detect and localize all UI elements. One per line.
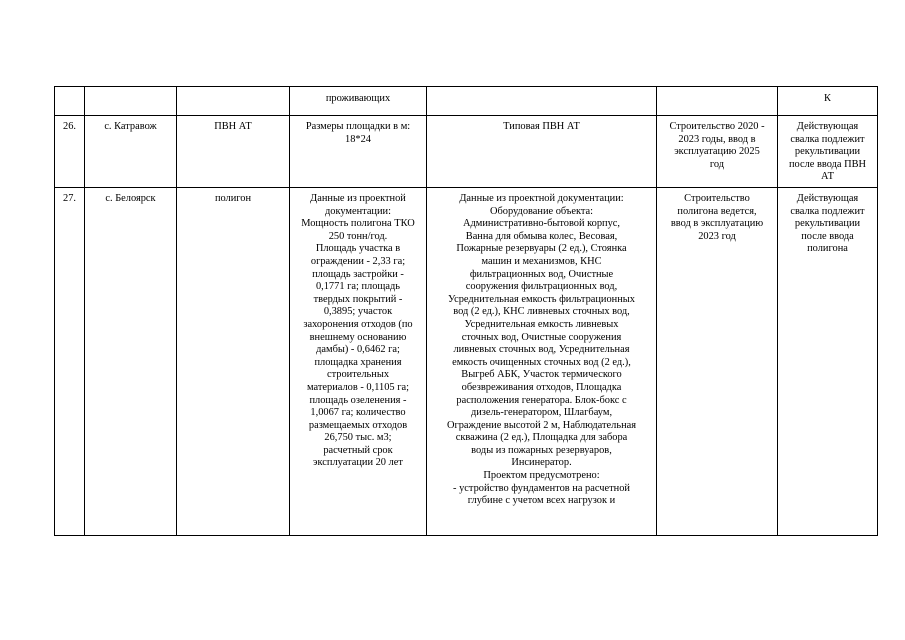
cell-text-line: Строительство 2020 - (669, 121, 765, 132)
cell-text: полигон (214, 193, 252, 204)
cell-equipment (427, 87, 657, 116)
table-body (55, 87, 878, 536)
cell-number (55, 87, 85, 116)
cell-text-line: ограждении - 2,33 га; (310, 255, 406, 267)
cell-note (778, 188, 878, 536)
cell-note (778, 87, 878, 116)
cell-text-line: площадь застройки - (312, 268, 404, 280)
cell-text-line: Инсинератор. (511, 457, 572, 469)
cell-text-line: 26,750 тыс. м3; (324, 432, 392, 444)
cell-text-line: Пожарные резервуары (2 ед.), Стоянка (456, 243, 627, 255)
cell-text: 27. (63, 193, 76, 204)
cell-text-line: 0,1771 га; площадь (315, 281, 401, 293)
cell-text-line: Мощность полигона ТКО (301, 218, 415, 230)
cell-text-line: после ввода (801, 230, 854, 242)
cell-parameters (290, 116, 427, 188)
cell-text-line: полигона ведется, (677, 205, 757, 217)
cell-text-line: емкость очищенных сточных вод (2 ед.), (452, 356, 631, 368)
cell-text: с. Катравож (104, 121, 157, 132)
table-row (55, 87, 878, 116)
cell-text-line: проживающих (325, 93, 391, 104)
cell-text-line: год (709, 158, 725, 170)
cell-text-line: фильтрационных вод, Очистные (469, 268, 614, 280)
cell-text-line: полигона (807, 243, 848, 255)
cell-parameters (290, 87, 427, 116)
cell-text-line: строительных (326, 369, 390, 381)
cell-text-line: обезвреживания отходов, Площадка (461, 381, 622, 393)
cell-text-line: Площадь участка в (315, 243, 401, 255)
cell-text-line: 2023 годы, ввод в (678, 133, 756, 145)
cell-text-line: расчетный срок (323, 444, 393, 456)
cell-note (778, 116, 878, 188)
cell-text-line: после ввода ПВН (788, 158, 867, 170)
cell-text-line: дамбы) - 0,6462 га; (316, 344, 400, 356)
cell-text-line: Усреднительная емкость ливневых (464, 318, 619, 330)
cell-text-line: 18*24 (345, 133, 371, 145)
cell-text-line: Данные из проектной документации: (459, 193, 624, 204)
cell-text-line: Ограждение высотой 2 м, Наблюдательная (446, 419, 637, 431)
cell-text-line: захоронения отходов (по (303, 318, 413, 330)
cell-text: 26. (63, 121, 76, 132)
cell-text-line: вод (2 ед.), КНС ливневых сточных вод, (453, 306, 630, 318)
cell-text-line: эксплуатации 20 лет (313, 457, 403, 469)
cell-text-line: Ванна для обмыва колес, Весовая, (465, 230, 618, 242)
cell-text-line: Оборудование объекта: (489, 205, 594, 217)
cell-text-line: площадка хранения (314, 356, 402, 368)
cell-text-line: свалка подлежит (790, 205, 865, 217)
cell-settlement (85, 116, 177, 188)
cell-text-line: ввод в эксплуатацию (670, 218, 764, 230)
table-row (55, 188, 878, 536)
cell-number (55, 188, 85, 536)
cell-text-line: внешнему основанию (309, 331, 407, 343)
cell-text-line: Административно-бытовой корпус, (462, 218, 621, 230)
cell-text-line: 250 тонн/год. (328, 230, 388, 242)
cell-text-line: Данные из проектной (310, 193, 406, 204)
cell-text-line: твердых покрытий - (313, 293, 403, 305)
cell-text-line: Проектом предусмотрено: (483, 470, 600, 482)
cell-text-line: ливневых сточных вод, Усреднительная (453, 344, 630, 356)
cell-construction-status (657, 116, 778, 188)
cell-text-line: рекультивации (794, 218, 861, 230)
cell-settlement (85, 188, 177, 536)
cell-text-line: К (824, 93, 831, 104)
cell-text: с. Белоярск (105, 193, 156, 204)
cell-text-line: глубине с учетом всех нагрузок и (467, 495, 616, 507)
cell-text-line: документации: (324, 205, 392, 217)
cell-text-line: свалка подлежит (790, 133, 865, 145)
cell-text-line: Усреднительная емкость фильтрационных (448, 293, 635, 305)
cell-text-line: размещаемых отходов (308, 419, 408, 431)
cell-text-line: Действующая (796, 193, 859, 204)
cell-text-line: - устройство фундаментов на расчетной (453, 482, 630, 494)
cell-text-line: Размеры площадки в м: (305, 121, 411, 132)
cell-text-line: 2023 год (698, 230, 736, 242)
cell-text-line: сточных вод, Очистные сооружения (461, 331, 622, 343)
cell-text-line: рекультивации (794, 146, 861, 158)
cell-text-line: Действующая (796, 121, 859, 132)
cell-text-line: Строительство (684, 193, 750, 204)
cell-construction-status (657, 87, 778, 116)
cell-text-line: воды из пожарных резервуаров, (471, 444, 612, 456)
cell-text-line: 0,3895; участок (323, 306, 393, 318)
cell-text-line: скважина (2 ед.), Площадка для забора (455, 432, 628, 444)
cell-text-line: Выгреб АБК, Участок термического (461, 369, 622, 381)
cell-settlement (85, 87, 177, 116)
cell-text-line: 1,0067 га; количество (310, 407, 406, 419)
cell-text-line: материалов - 0,1105 га; (307, 381, 409, 393)
cell-equipment (427, 188, 657, 536)
waste-facilities-table (54, 86, 878, 536)
cell-parameters (290, 188, 427, 536)
cell-text: ПВН АТ (214, 121, 252, 132)
cell-text-line: эксплуатацию 2025 (674, 146, 760, 158)
cell-text-line: Типовая ПВН АТ (503, 121, 580, 132)
cell-text-line: сооружения фильтрационных вод, (465, 281, 618, 293)
cell-text-line: площадь озеленения - (309, 394, 407, 406)
cell-construction-status (657, 188, 778, 536)
cell-facility-type (177, 87, 290, 116)
cell-text-line: машин и механизмов, КНС (481, 255, 602, 267)
cell-text-line: расположения генератора. Блок-бокс с (456, 394, 627, 406)
cell-text-line: АТ (821, 171, 834, 183)
cell-facility-type (177, 188, 290, 536)
cell-equipment (427, 116, 657, 188)
cell-number (55, 116, 85, 188)
table-row (55, 116, 878, 188)
cell-facility-type (177, 116, 290, 188)
cell-text-line: дизель-генератором, Шлагбаум, (470, 407, 613, 419)
